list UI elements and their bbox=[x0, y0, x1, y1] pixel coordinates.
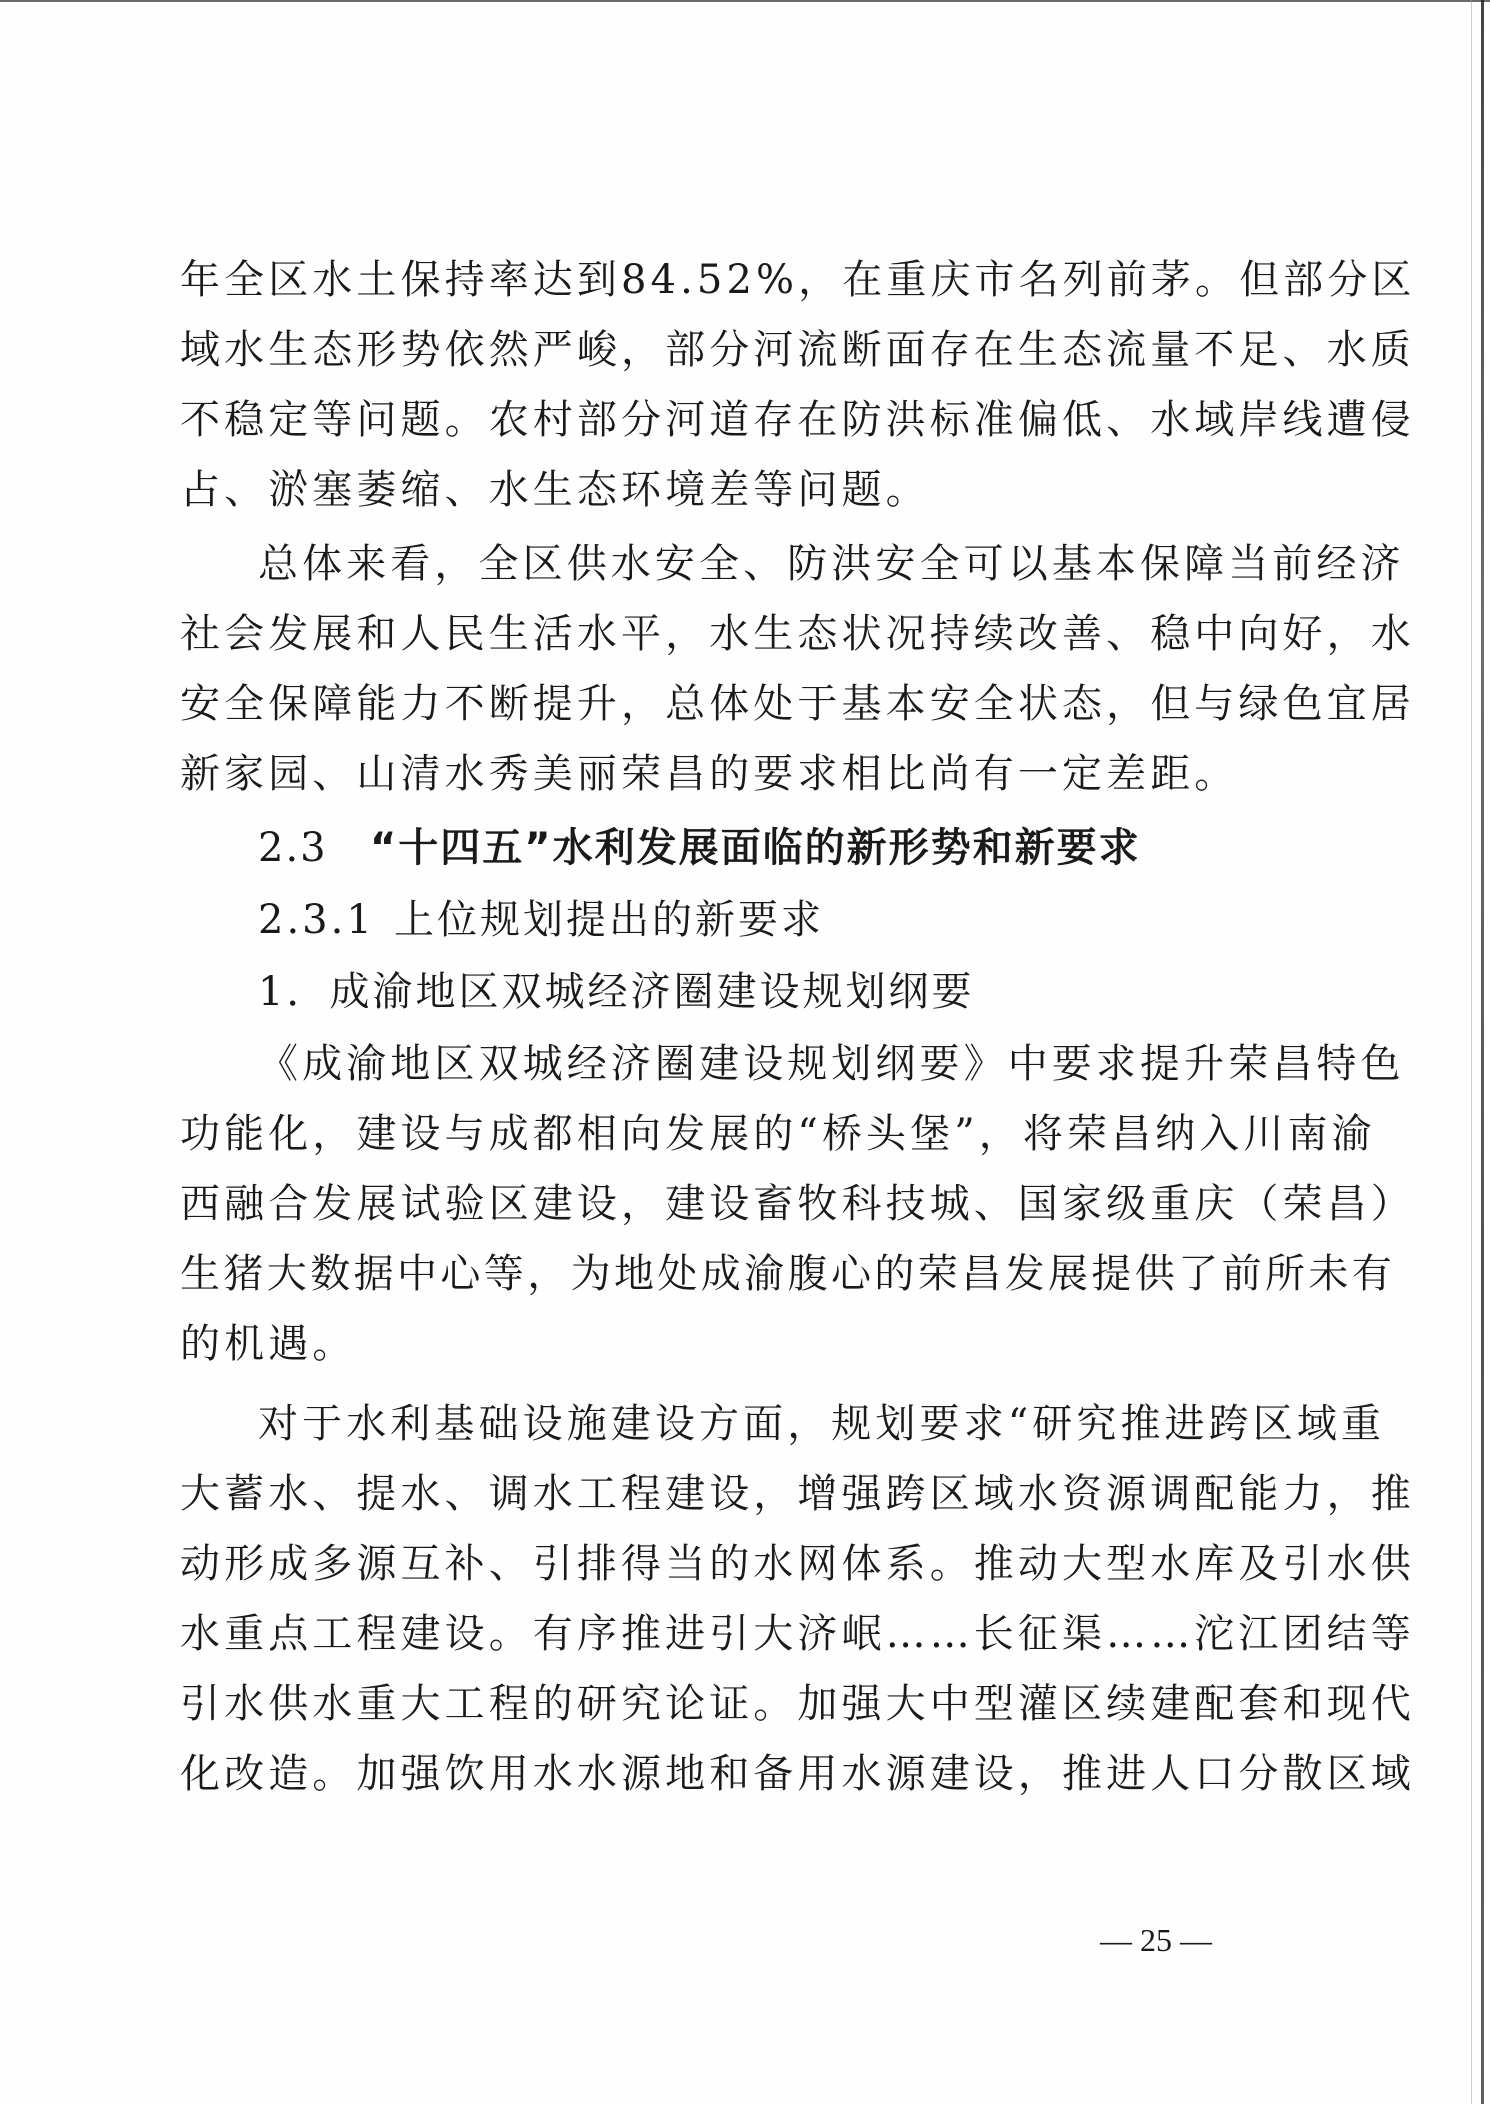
text-line: 《成渝地区双城经济圈建设规划纲要》中要求提升荣昌特色 bbox=[258, 1041, 1405, 1087]
scan-top-edge bbox=[0, 0, 1490, 2]
text-line: 总体来看，全区供水安全、防洪安全可以基本保障当前经济 bbox=[258, 541, 1405, 587]
text-line: 水重点工程建设。有序推进引大济岷……长征渠……沱江团结等 bbox=[180, 1611, 1415, 1657]
text-line: 功能化，建设与成都相向发展的“桥头堡”，将荣昌纳入川南渝 bbox=[180, 1111, 1376, 1157]
text-line: 占、淤塞萎缩、水生态环境差等问题。 bbox=[180, 467, 930, 513]
text-line: 不稳定等问题。农村部分河道存在防洪标准偏低、水域岸线遭侵 bbox=[180, 397, 1415, 443]
scan-right-edge bbox=[1481, 0, 1484, 2104]
text-line: 生猪大数据中心等，为地处成渝腹心的荣昌发展提供了前所未有 bbox=[180, 1251, 1396, 1297]
page-number: — 25 — bbox=[1100, 1922, 1212, 1958]
text-line: 化改造。加强饮用水水源地和备用水源建设，推进人口分散区域 bbox=[180, 1751, 1415, 1797]
text-line: 引水供水重大工程的研究论证。加强大中型灌区续建配套和现代 bbox=[180, 1681, 1415, 1727]
text-line: 域水生态形势依然严峻，部分河流断面存在生态流量不足、水质 bbox=[180, 327, 1415, 373]
subsection-number: 2.3.1 bbox=[258, 897, 375, 943]
text-line: 动形成多源互补、引排得当的水网体系。推动大型水库及引水供 bbox=[180, 1541, 1415, 1587]
text-line: 西融合发展试验区建设，建设畜牧科技城、国家级重庆（荣昌） bbox=[180, 1181, 1415, 1227]
text-line: 年全区水土保持率达到84.52%，在重庆市名列前茅。但部分区 bbox=[180, 257, 1416, 303]
section-heading-2-3 bbox=[258, 820, 1141, 876]
text-line: 安全保障能力不断提升，总体处于基本安全状态，但与绿色宜居 bbox=[180, 681, 1415, 727]
scan-right-edge-line bbox=[1471, 0, 1472, 2104]
text-line: 的机遇。 bbox=[180, 1321, 357, 1367]
text-line: 对于水利基础设施建设方面，规划要求“研究推进跨区域重 bbox=[258, 1401, 1386, 1447]
section-title: “十四五”水利发展面临的新形势和新要求 bbox=[370, 825, 1141, 871]
text-line: 大蓄水、提水、调水工程建设，增强跨区域水资源调配能力，推 bbox=[180, 1471, 1415, 1517]
section-number: 2.3 bbox=[258, 825, 328, 871]
subsection-heading-2-3-1 bbox=[258, 892, 824, 948]
list-item-heading: 1．成渝地区双城经济圈建设规划纲要 bbox=[258, 969, 975, 1015]
text-line: 社会发展和人民生活水平，水生态状况持续改善、稳中向好，水 bbox=[180, 611, 1415, 657]
subsection-title: 上位规划提出的新要求 bbox=[394, 897, 824, 943]
text-line: 新家园、山清水秀美丽荣昌的要求相比尚有一定差距。 bbox=[180, 751, 1239, 797]
